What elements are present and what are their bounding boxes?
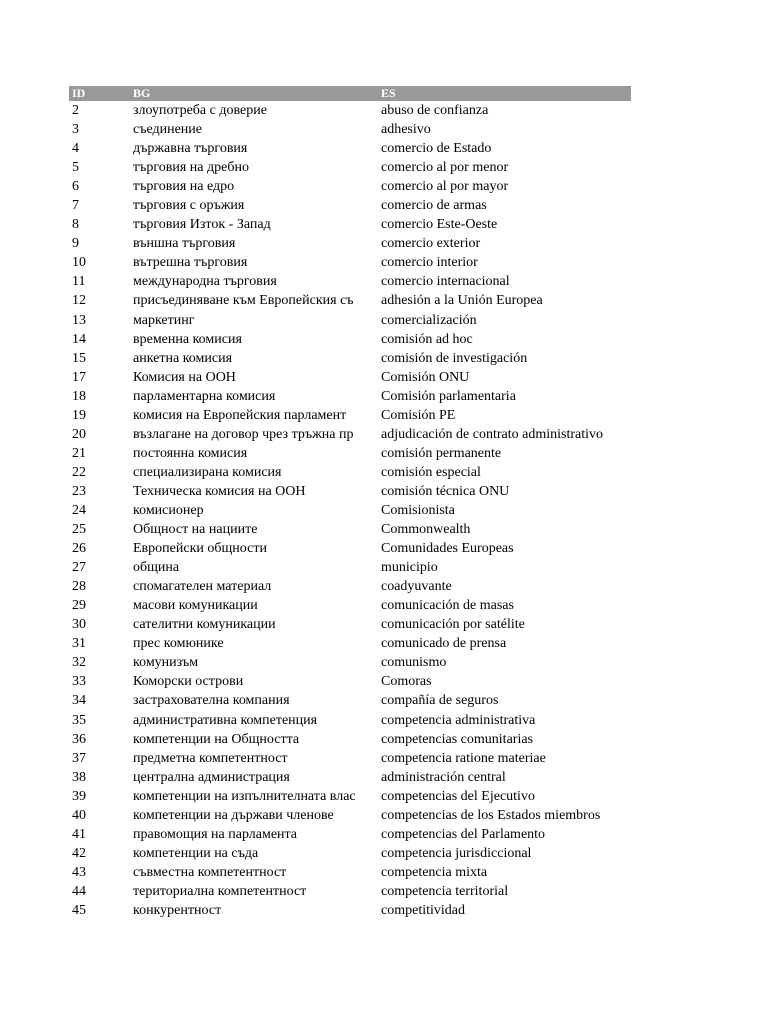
cell-id: 45: [72, 902, 86, 918]
cell-bg: Коморски острови: [133, 674, 244, 690]
cell-es: comunicación de masas: [381, 598, 514, 614]
cell-bg: централна администрация: [133, 769, 290, 785]
cell-bg: Техническа комисия на ООН: [133, 483, 306, 499]
cell-bg: масови комуникации: [133, 598, 258, 614]
cell-es: competencias del Parlamento: [381, 826, 546, 842]
table-row: [69, 863, 631, 882]
cell-es: Comisión ONU: [381, 369, 470, 385]
cell-bg: съединение: [133, 122, 203, 138]
cell-es: comisión especial: [381, 464, 481, 480]
cell-bg: предметна компетентност: [133, 750, 288, 766]
table-row: [69, 253, 631, 272]
table-row: [69, 653, 631, 672]
cell-es: abuso de confianza: [381, 103, 489, 118]
cell-id: 28: [72, 579, 86, 595]
cell-es: comunicado de prensa: [381, 636, 507, 652]
cell-id: 36: [72, 731, 86, 747]
table-row: [69, 558, 631, 577]
cell-id: 31: [72, 636, 86, 652]
table-row: [69, 387, 631, 406]
cell-es: comisión permanente: [381, 445, 502, 461]
table-row: [69, 749, 631, 768]
cell-id: 18: [72, 388, 86, 404]
cell-bg: търговия Изток - Запад: [133, 217, 271, 233]
cell-es: Comisionista: [381, 502, 455, 518]
cell-bg: териториална компетентност: [133, 883, 307, 899]
cell-bg: търговия на дребно: [133, 160, 249, 176]
table-row: [69, 691, 631, 710]
cell-id: 42: [72, 845, 86, 861]
table-row: [69, 787, 631, 806]
table-row: [69, 825, 631, 844]
cell-id: 25: [72, 522, 86, 538]
cell-bg: международна търговия: [133, 274, 277, 290]
table-row: [69, 177, 631, 196]
cell-id: 2: [72, 103, 79, 118]
cell-es: comunismo: [381, 655, 447, 671]
cell-id: 44: [72, 883, 86, 899]
cell-bg: съвместна компетентност: [133, 864, 287, 880]
header-bg: BG: [133, 86, 151, 100]
cell-bg: търговия на едро: [133, 179, 235, 195]
table-header: [69, 86, 631, 101]
cell-bg: присъединяване към Европейския съ: [133, 293, 354, 309]
cell-id: 17: [72, 369, 86, 385]
table-row: [69, 615, 631, 634]
table-body: [69, 101, 631, 920]
table-row: [69, 634, 631, 653]
cell-bg: временна комисия: [133, 331, 242, 347]
cell-bg: комисия на Европейския парламент: [133, 407, 347, 423]
cell-id: 43: [72, 864, 86, 880]
cell-id: 37: [72, 750, 86, 766]
cell-bg: спомагателен материал: [133, 579, 272, 595]
cell-id: 7: [72, 198, 79, 214]
cell-id: 19: [72, 407, 86, 423]
cell-id: 4: [72, 141, 79, 157]
cell-es: adhesión a la Unión Europea: [381, 293, 543, 309]
cell-bg: компетенции на държави членове: [133, 807, 334, 823]
cell-es: competencia territorial: [381, 883, 509, 899]
cell-bg: анкетна комисия: [133, 350, 233, 366]
cell-es: comunicación por satélite: [381, 617, 525, 633]
cell-bg: вътрешна търговия: [133, 255, 248, 271]
cell-bg: комисионер: [133, 502, 204, 518]
cell-es: comercialización: [381, 312, 477, 328]
table-row: [69, 349, 631, 368]
cell-es: municipio: [381, 560, 438, 576]
cell-id: 33: [72, 674, 86, 690]
cell-es: compañía de seguros: [381, 693, 499, 709]
cell-es: competencia ratione materiae: [381, 750, 546, 766]
cell-id: 11: [72, 274, 86, 290]
cell-id: 20: [72, 426, 86, 442]
cell-id: 40: [72, 807, 86, 823]
cell-bg: сателитни комуникации: [133, 617, 276, 633]
cell-es: competencias de los Estados miembros: [381, 807, 601, 823]
cell-id: 14: [72, 331, 86, 347]
table-row: [69, 139, 631, 158]
cell-bg: компетенции на Общността: [133, 731, 300, 747]
table-row: [69, 901, 631, 920]
table-row: [69, 672, 631, 691]
cell-bg: постоянна комисия: [133, 445, 248, 461]
cell-es: competencia jurisdiccional: [381, 845, 532, 861]
table-row: [69, 482, 631, 501]
cell-bg: застрахователна компания: [133, 693, 290, 709]
cell-id: 32: [72, 655, 86, 671]
cell-es: competencias del Ejecutivo: [381, 788, 535, 804]
cell-es: comercio interior: [381, 255, 478, 271]
table-row: [69, 196, 631, 215]
table-row: [69, 406, 631, 425]
cell-id: 38: [72, 769, 86, 785]
cell-es: comercio al por mayor: [381, 179, 509, 195]
cell-id: 39: [72, 788, 86, 804]
cell-es: administración central: [381, 769, 506, 785]
cell-id: 9: [72, 236, 79, 252]
cell-es: adjudicación de contrato administrativo: [381, 426, 603, 442]
cell-bg: прес комюнике: [133, 636, 224, 652]
cell-bg: правомощия на парламента: [133, 826, 298, 842]
cell-bg: парламентарна комисия: [133, 388, 276, 404]
cell-es: adhesivo: [381, 122, 431, 138]
cell-id: 23: [72, 483, 86, 499]
cell-bg: административна компетенция: [133, 712, 318, 728]
cell-id: 13: [72, 312, 86, 328]
cell-id: 21: [72, 445, 86, 461]
table-row: [69, 234, 631, 253]
table-row: [69, 215, 631, 234]
table-row: [69, 539, 631, 558]
cell-bg: община: [133, 560, 180, 576]
cell-bg: маркетинг: [133, 312, 195, 328]
cell-es: competitividad: [381, 902, 465, 918]
cell-bg: Общност на нациите: [133, 522, 258, 538]
cell-id: 27: [72, 560, 86, 576]
cell-id: 10: [72, 255, 86, 271]
cell-es: comisión de investigación: [381, 350, 528, 366]
table-row: [69, 272, 631, 291]
cell-bg: специализирана комисия: [133, 464, 282, 480]
cell-es: comercio de armas: [381, 198, 487, 214]
table-row: [69, 330, 631, 349]
cell-id: 41: [72, 826, 86, 842]
cell-id: 6: [72, 179, 79, 195]
table-row: [69, 520, 631, 539]
cell-id: 26: [72, 541, 86, 557]
table-row: [69, 311, 631, 330]
table-row: [69, 463, 631, 482]
table-row: [69, 101, 631, 120]
cell-id: 5: [72, 160, 79, 176]
glossary-table: [69, 86, 631, 920]
cell-es: comisión ad hoc: [381, 331, 473, 347]
cell-es: competencia administrativa: [381, 712, 536, 728]
cell-id: 29: [72, 598, 86, 614]
cell-bg: Европейски общности: [133, 541, 267, 557]
cell-es: competencias comunitarias: [381, 731, 533, 747]
cell-es: comercio internacional: [381, 274, 510, 290]
cell-id: 35: [72, 712, 86, 728]
cell-es: comercio exterior: [381, 236, 481, 252]
cell-bg: Комисия на ООН: [133, 369, 236, 385]
table-row: [69, 882, 631, 901]
cell-es: comercio de Estado: [381, 141, 492, 157]
cell-es: competencia mixta: [381, 864, 488, 880]
cell-bg: конкурентност: [133, 902, 222, 918]
table-row: [69, 501, 631, 520]
cell-es: Comisión PE: [381, 407, 456, 423]
cell-bg: компетенции на съда: [133, 845, 259, 861]
cell-id: 30: [72, 617, 86, 633]
cell-id: 24: [72, 502, 86, 518]
table-row: [69, 368, 631, 387]
table-row: [69, 425, 631, 444]
cell-id: 15: [72, 350, 86, 366]
cell-id: 22: [72, 464, 86, 480]
table-row: [69, 291, 631, 310]
cell-bg: възлагане на договор чрез тръжна пр: [133, 426, 354, 442]
cell-bg: търговия с оръжия: [133, 198, 245, 214]
cell-es: coadyuvante: [381, 579, 452, 595]
cell-es: Comunidades Europeas: [381, 541, 514, 557]
table-row: [69, 806, 631, 825]
table-row: [69, 596, 631, 615]
table-row: [69, 577, 631, 596]
cell-es: Commonwealth: [381, 522, 471, 538]
cell-bg: външна търговия: [133, 236, 236, 252]
cell-es: comisión técnica ONU: [381, 483, 510, 499]
cell-es: Comoras: [381, 674, 432, 690]
header-es: ES: [381, 86, 396, 100]
table-row: [69, 844, 631, 863]
table-row: [69, 158, 631, 177]
cell-bg: злоупотреба с доверие: [133, 103, 267, 118]
cell-es: comercio Este-Oeste: [381, 217, 498, 233]
cell-es: comercio al por menor: [381, 160, 509, 176]
cell-bg: компетенции на изпълнителната влас: [133, 788, 356, 804]
cell-id: 3: [72, 122, 79, 138]
table-row: [69, 768, 631, 787]
cell-id: 8: [72, 217, 79, 233]
cell-id: 12: [72, 293, 86, 309]
table-row: [69, 711, 631, 730]
header-id: ID: [72, 86, 86, 100]
cell-bg: държавна търговия: [133, 141, 248, 157]
cell-id: 34: [72, 693, 86, 709]
cell-bg: комунизъм: [133, 655, 199, 671]
table-row: [69, 444, 631, 463]
cell-es: Comisión parlamentaria: [381, 388, 516, 404]
table-row: [69, 120, 631, 139]
table-row: [69, 730, 631, 749]
